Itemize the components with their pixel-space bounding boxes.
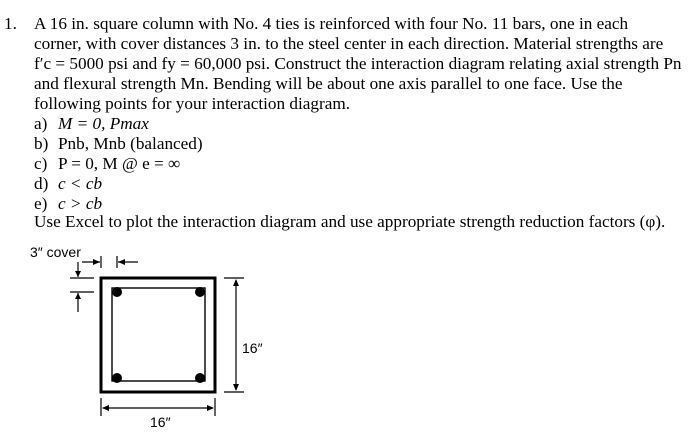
list-item-b: [34, 134, 203, 154]
problem-line-5: following points for your interaction diagram.: [34, 94, 350, 113]
list-item-label: b): [34, 134, 49, 153]
height-arrowhead-top: [233, 279, 239, 286]
rebar-top-right: [195, 287, 205, 297]
problem-line-1: A 16 in. square column with No. 4 ties is reinforced with four No. 11 bars, one in each: [34, 14, 629, 33]
list-item-label: a): [34, 114, 48, 133]
problem-number: 1.: [4, 14, 17, 33]
column-cross-section-diagram: [0, 238, 300, 442]
list-item-text: Pnb, Mnb (balanced): [58, 134, 203, 153]
cover-arrowhead-left: [93, 259, 100, 265]
problem-line-3: f′c = 5000 psi and fy = 60,000 psi. Construct the interaction diagram relating axial strength Pn: [34, 54, 682, 73]
rebar-bottom-right: [195, 373, 205, 383]
list-item-text: M = 0, Pmax: [58, 114, 149, 133]
list-item-e: [34, 194, 102, 214]
instruction-text: Use Excel to plot the interaction diagram and use appropriate strength reduction factors (φ).: [34, 212, 666, 231]
rebar-bottom-left: [112, 373, 122, 383]
list-item-d: [34, 174, 102, 194]
height-arrowhead-bottom: [233, 384, 239, 391]
list-item-text: P = 0, M @ e = ∞: [58, 154, 181, 173]
vcover-arrowhead-bottom: [75, 293, 81, 299]
list-item-label: e): [34, 194, 48, 213]
list-item-text: c > cb: [58, 194, 103, 213]
problem-line-4: and flexural strength Mn. Bending will be about one axis parallel to one face. Use the: [34, 74, 623, 93]
tie-outline: [112, 288, 205, 381]
list-item-label: d): [34, 174, 49, 193]
list-item-label: c): [34, 154, 48, 173]
cover-label: 3″ cover: [30, 244, 81, 260]
cover-arrowhead-right: [118, 259, 125, 265]
list-item-a: [34, 114, 149, 134]
problem-line-2: corner, with cover distances 3 in. to the steel center in each direction. Material strengths are: [34, 34, 664, 53]
height-label: 16″: [242, 340, 263, 356]
problem-paragraph: [34, 14, 696, 114]
width-label: 16″: [150, 414, 171, 430]
list-item-c: [34, 154, 180, 174]
width-arrowhead-left: [102, 405, 109, 411]
vcover-arrowhead-top: [75, 271, 81, 277]
list-item-text: c < cb: [58, 174, 103, 193]
width-arrowhead-right: [207, 405, 214, 411]
rebar-top-left: [112, 287, 122, 297]
